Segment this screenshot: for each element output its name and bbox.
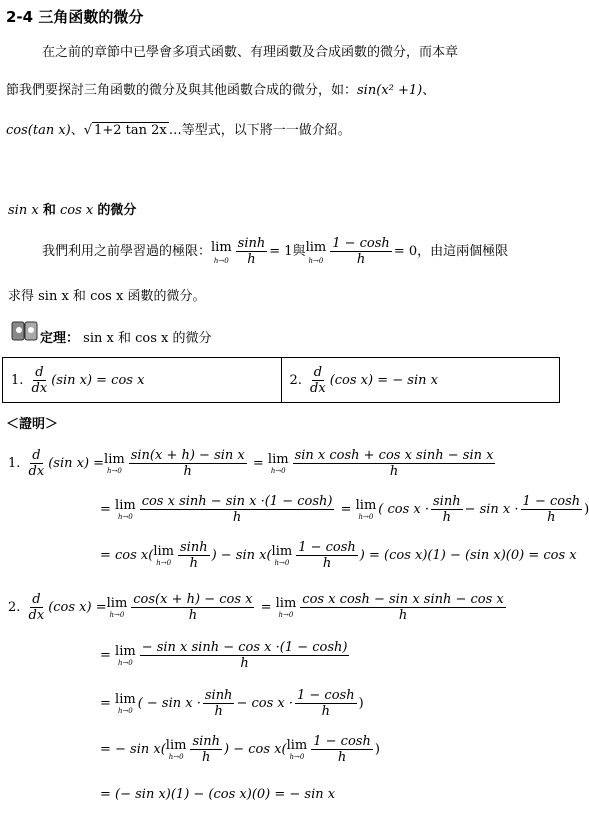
book-icon	[10, 318, 40, 344]
proof1-line2: = lim h→0 $\frac{\text{cos x sinh − sin x ·(1 − cosh)}}{h}$ = lim h→0 ( cos x · $\frac{\sinh}{h}$ − sin x · $\frac{1 - \cosh}{h}$ )	[100, 494, 589, 525]
proof1-line3: = cos x( lim h→0 $\frac{\sinh}{h}$ ) − sin x( lim h→0 $\frac{1 - \cosh}{h}$ ) = (cos x)(1) − (sin x)(0) = cos x	[100, 540, 577, 571]
proof1-line1: 1. $\frac{d}{dx}$ (sin x) = lim h→0 $\frac{\text{sin(x + h) − sin x}}{h}$ = lim h→0 $\frac{\text{sin x cosh + cos x sinh − sin x}}{h}$	[8, 448, 494, 479]
theorem-box	[2, 357, 560, 403]
proof2-line1: 2. $\frac{d}{dx}$ (cos x) = lim h→0 $\frac{\text{cos(x + h) − cos x}}{h}$ = lim h→0 $\frac{\text{cos x cosh − sin x sinh − cos x}}{h}$	[8, 592, 504, 623]
intro-line-3: cos(tan x)、√ 1+2 tan 2x …等型式，以下將一一做介紹。	[6, 123, 351, 138]
proof2-line5: = (− sin x)(1) − (cos x)(0) = − sin x	[100, 787, 336, 802]
theorem-item-1: 1. $\frac{d}{dx}$ (sin x) = cos x	[11, 364, 145, 396]
proof2-line2: = lim h→0 $\frac{\text{− sin x sinh − cos x ·(1 − cosh)}}{h}$	[100, 640, 348, 671]
section-title: 2-4 三角函數的微分	[6, 8, 144, 26]
proof-label: ＜證明＞	[6, 417, 59, 432]
proof2-line4: = − sin x( lim h→0 $\frac{\sinh}{h}$ ) − cos x( lim h→0 $\frac{1 - \cosh}{h}$ )	[100, 734, 380, 765]
limits-result-sentence: 求得 sin x 和 cos x 函數的微分。	[8, 289, 206, 304]
intro-line-1: 在之前的章節中已學會多項式函數、有理函數及合成函數的微分，而本章	[42, 45, 459, 60]
subsection-heading: sin x 和 cos x 的微分	[8, 203, 137, 218]
proof2-line3: = lim h→0 ( − sin x · $\frac{\sinh}{h}$ − cos x · $\frac{1 - \cosh}{h}$ )	[100, 688, 364, 719]
theorem-heading: 定理： sin x 和 cos x 的微分	[40, 331, 212, 346]
theorem-item-2: 2. $\frac{d}{dx}$ (cos x) = − sin x	[281, 358, 560, 402]
intro-line-2: 節我們要探討三角函數的微分及與其他函數合成的微分，如：sin(x² +1)、	[6, 83, 436, 98]
limits-sentence: 我們利用之前學習過的極限： lim h→0 $\frac{\sinh}{h}$ = 1 與 lim h→0 $\frac{1 - \cosh}{h}$ = 0 ，由這兩個極限	[42, 236, 509, 267]
